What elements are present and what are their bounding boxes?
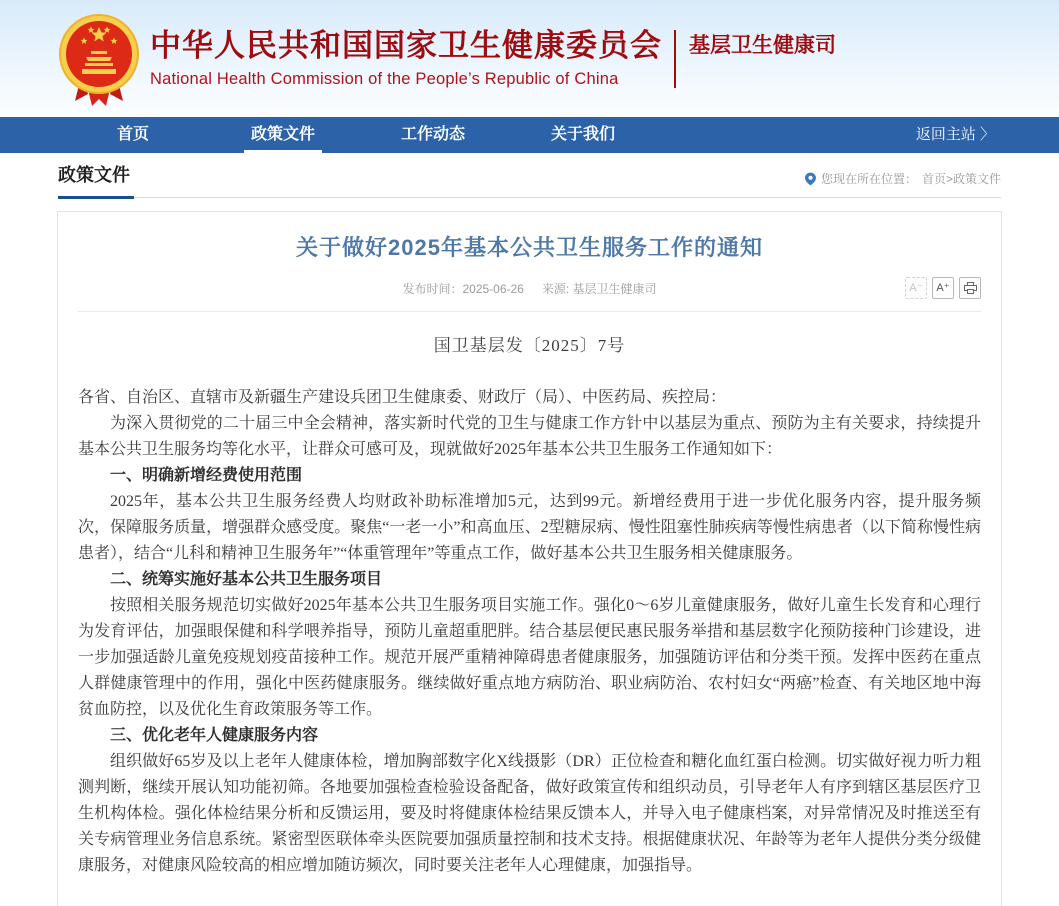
national-emblem-icon <box>58 13 140 107</box>
nav-item-policy[interactable]: 政策文件 <box>208 117 358 153</box>
nav-item-news[interactable]: 工作动态 <box>400 126 465 143</box>
breadcrumb-path[interactable]: 首页>政策文件 <box>921 172 1001 186</box>
header-divider <box>674 30 676 88</box>
page-title: 政策文件 <box>58 161 134 199</box>
printer-icon <box>964 282 977 294</box>
paragraph: 组织做好65岁及以上老年人健康体检，增加胸部数字化X线摄影（DR）正位检查和糖化血红蛋白检测。切实做好视力听力粗测判断，继续开展认知功能初筛。各地要加强检查检验设备配备，做好政策宣传和组织动员，引导老年人有序到辖区基层医疗卫生机构体检。强化体检结果分析和反馈运用，要及时将健康体检结果反馈本人，并导入电子健康档案，对异常情况及时推送至有关专病管理业务信息系统。紧密型医联体牵头医院要加强质量控制和技术支持。根据健康状况、年龄等为老年人提供分类分级健康服务，对健康风险较高的相应增加随访频次，同时要关注老年人心理健康，加强指导。 <box>78 753 981 874</box>
main-nav <box>0 117 1059 153</box>
paragraph: 按照相关服务规范切实做好2025年基本公共卫生服务项目实施工作。强化0～6岁儿童健康服务，做好儿童生长发育和心理行为发育评估，加强眼保健和科学喂养指导，预防儿童超重肥胖。结合基层便民惠民服务举措和基层数字化预防接种门诊建设，进一步加强适龄儿童免疫规划疫苗接种工作。规范开展严重精神障碍患者健康服务，加强随访评估和分类干预。发挥中医药在重点人群健康管理中的作用，强化中医药健康服务。继续做好重点地方病防治、职业病防治、农村妇女“两癌”检查、有关地区地中海贫血防控，以及优化生育政策服务等工作。 <box>78 597 981 718</box>
print-button[interactable] <box>959 277 981 299</box>
location-pin-icon <box>805 172 816 186</box>
paragraph: 各省、自治区、直辖市及新疆生产建设兵团卫生健康委、财政厅（局）、中医药局、疾控局： <box>78 389 727 406</box>
breadcrumb-row <box>58 153 1001 198</box>
article-meta <box>78 277 981 301</box>
article-title: 关于做好2025年基本公共卫生服务工作的通知 <box>296 235 763 260</box>
article-panel <box>57 211 1002 906</box>
font-smaller-button[interactable]: A⁻ <box>905 277 927 299</box>
breadcrumb <box>805 170 1001 197</box>
nav-item-about[interactable]: 关于我们 <box>550 126 615 143</box>
publish-time: 发布时间：2025-06-26 <box>402 282 524 296</box>
meta-divider <box>78 311 981 312</box>
section-heading: 一、明确新增经费使用范围 <box>110 467 303 484</box>
article-source: 来源: 基层卫生健康司 <box>541 282 657 296</box>
article-body <box>78 385 981 879</box>
paragraph: 2025年，基本公共卫生服务经费人均财政补助标准增加5元，达到99元。新增经费用于进一步优化服务内容，提升服务频次，保障服务质量，增强群众感受度。聚焦“一老一小”和高血压、2型糖尿病、慢性阻塞性肺疾病等慢性病患者（以下简称慢性病患者），结合“儿科和精神卫生服务年”“体重管理年”等重点工作，做好基本公共卫生服务相关健康服务。 <box>78 493 981 562</box>
nav-item-home[interactable]: 首页 <box>116 126 149 143</box>
org-title-block <box>150 28 662 90</box>
back-to-main-link[interactable]: 返回主站 〉 <box>915 126 995 143</box>
section-heading: 三、优化老年人健康服务内容 <box>110 727 319 744</box>
department-title: 基层卫生健康司 <box>689 33 836 57</box>
site-header <box>0 0 1059 117</box>
org-title-en: National Health Commission of the People’s Republic of China <box>150 70 619 89</box>
section-heading: 二、统筹实施好基本公共卫生服务项目 <box>110 571 383 588</box>
breadcrumb-label: 您现在所在位置： <box>820 172 917 186</box>
paragraph: 为深入贯彻党的二十届三中全会精神，落实新时代党的卫生与健康工作方针中以基层为重点、预防为主有关要求，持续提升基本公共卫生服务均等化水平，让群众可感可及，现就做好2025年基本公共卫生服务工作通知如下： <box>78 415 981 458</box>
article-tools <box>905 277 981 299</box>
document-number: 国卫基层发〔2025〕7号 <box>433 336 626 355</box>
org-title-cn: 中华人民共和国国家卫生健康委员会 <box>150 27 662 63</box>
font-larger-button[interactable]: A⁺ <box>932 277 954 299</box>
